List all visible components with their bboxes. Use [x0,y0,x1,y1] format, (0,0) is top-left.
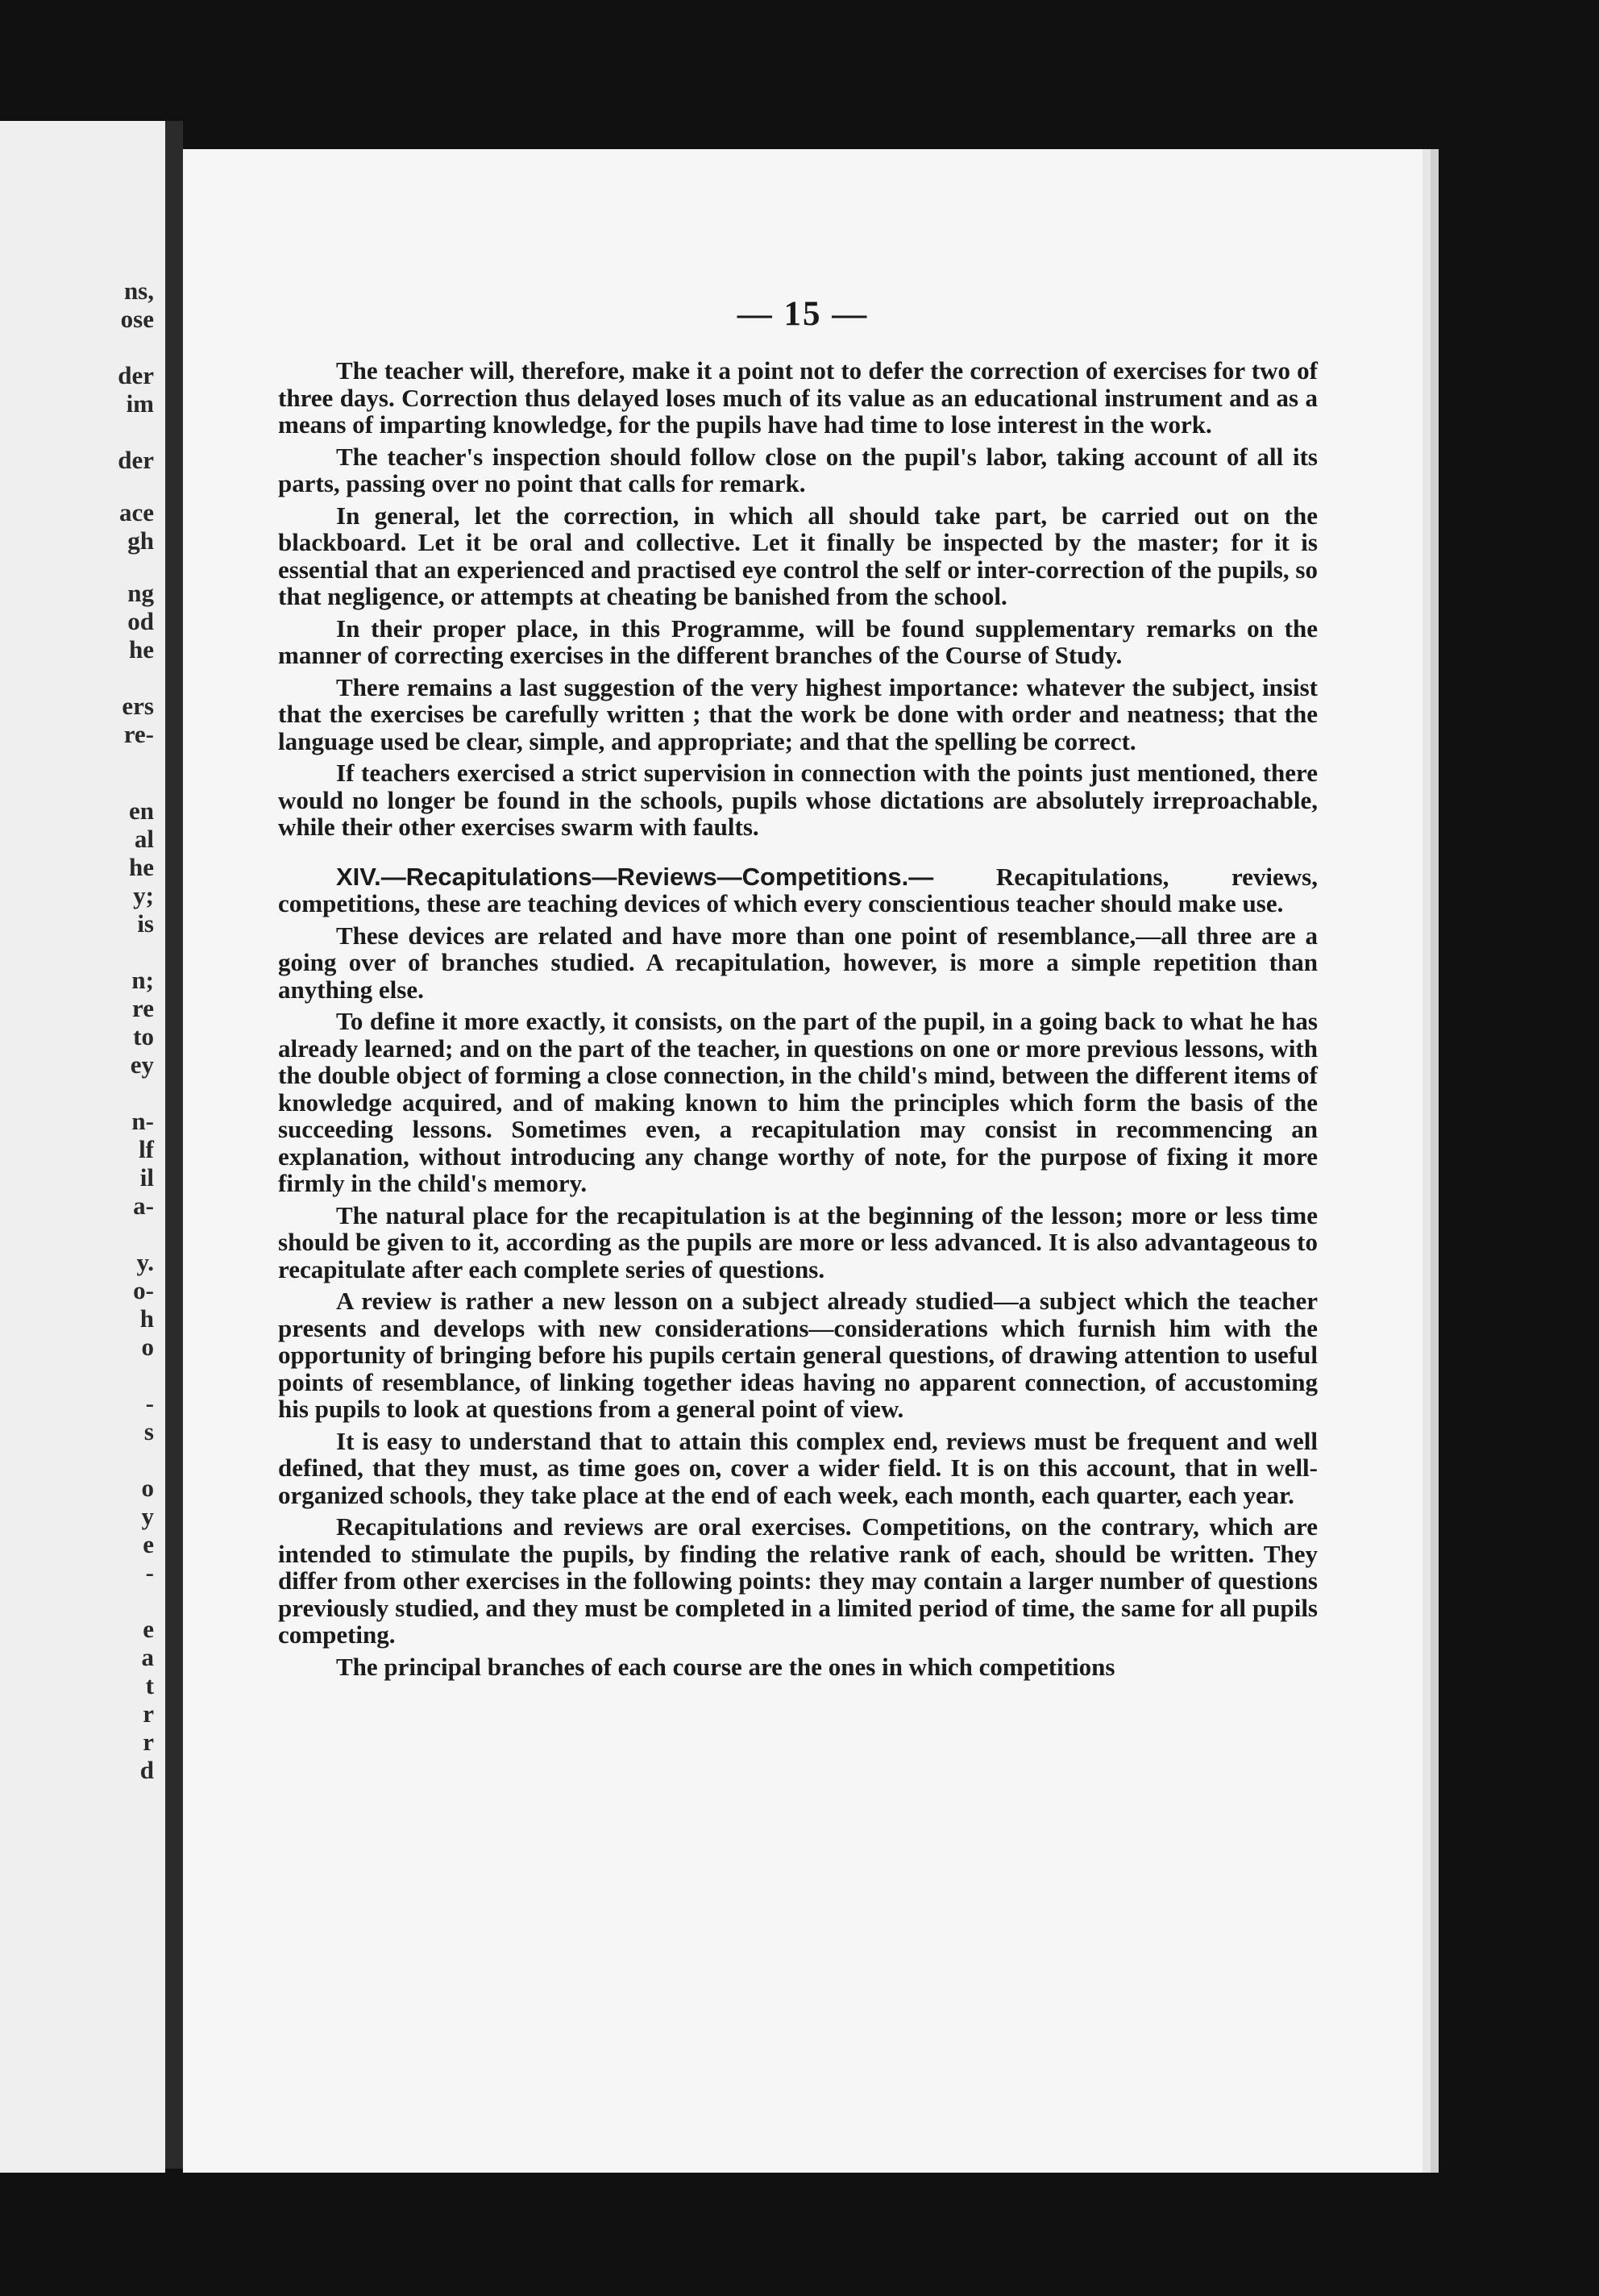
left-page-fragment: ey [130,1050,154,1079]
left-page-fragment: n- [131,1107,154,1135]
left-page-fragment: - [145,1558,154,1587]
left-page-fragment: s [143,1417,154,1445]
page-body [278,357,1318,1685]
left-page-fragment: lf [139,1135,154,1163]
left-page-fragment: al [134,825,154,853]
left-page-fragment: ers [122,692,154,720]
left-page-fragment: he [129,853,154,881]
paragraph: It is easy to understand that to attain this complex end, reviews must be frequent and well defined, that they must, as time goes on, cover a wider field. It is on this account, that in well-organized schools, they take place at the end of each week, each month, each quarter, each year. [278,1426,1318,1509]
left-page-fragment: re [132,994,154,1022]
left-page-fragment: y; [133,881,154,909]
paragraph: There remains a last suggestion of the very highest importance: whatever the subject, insist that the exercises be carefully written ; that the work be done with order and neatness; that the language used be clear, simple, and appropriate; and that the spelling be correct. [278,672,1318,755]
document-page [183,149,1422,2173]
left-page-fragment: he [129,635,154,663]
paragraph: The natural place for the recapitulation is at the beginning of the lesson; more or less time should be given to it, according as the pupils are more or less advanced. It is also advantageous to recapitulate after each complete series of questions. [278,1200,1318,1283]
left-page-fragment: r [143,1699,154,1728]
paragraph: If teachers exercised a strict supervision in connection with the points just mentioned, there would no longer be found in the schools, pupils whose dictations are absolutely irreproachable, while their other exercises swarm with faults. [278,759,1318,841]
left-page-fragment: ns, [123,277,154,305]
section-heading: XIV.—Recapitulations—Reviews—Competitions.— [336,862,934,891]
paragraph: The teacher will, therefore, make it a point not to defer the correction of exercises for two of three days. Correction thus delayed loses much of its value as an educational instrument and as a means of imparting knowledge, for the pupils have had time to lose interest in the work. [278,356,1318,439]
page-number: — 15 — [737,295,869,333]
paragraph: The principal branches of each course are the ones in which competitions [336,1652,1115,1681]
left-page-fragment: - [145,1389,154,1417]
previous-page [0,121,165,2173]
left-page-fragment: t [145,1671,154,1699]
paragraph: In their proper place, in this Programme, will be found supplementary remarks on the manner of correcting exercises in the different branches of the Course of Study. [278,614,1318,669]
left-page-fragment: re- [123,720,154,748]
left-page-fragment: e [143,1530,154,1558]
left-page-fragment: ng [127,579,154,607]
paragraph: Recapitulations and reviews are oral exercises. Competitions, on the contrary, which are intended to stimulate the pupils, by finding the relative rank of each, should be written. They differ from other exercises in the following points: they may contain a larger number of questions previously studied, and they must be completed in a limited period of time, the same for all pupils competing. [278,1512,1318,1649]
left-page-fragment: a- [133,1192,154,1220]
left-page-fragment: im [126,389,154,418]
left-page-fragment: od [127,607,154,635]
book-gutter [165,121,183,2169]
paragraph: A review is rather a new lesson on a subject already studied—a subject which the teacher presents and develops with new considerations—considerations which furnish him with the opportunity of bringing before his pupils certain general questions, of drawing attention to useful points of resemblance, of linking together ideas having no apparent connection, of accustoming his pupils to look at questions from a general point of view. [278,1287,1318,1423]
left-page-fragment: o- [133,1276,154,1304]
left-page-fragment: der [118,361,154,389]
left-page-fragment: a [141,1643,154,1671]
left-page-fragment: en [129,797,154,825]
paragraph: The teacher's inspection should follow close on the pupil's labor, taking account of all its parts, passing over no point that calls for remark. [278,442,1318,497]
left-page-fragment: to [133,1022,154,1050]
left-page-fragment: y. [136,1248,154,1276]
left-page-fragment: gh [127,526,154,555]
previous-page-text-fragments [0,121,165,2173]
paragraph: To define it more exactly, it consists, on the part of the pupil, in a going back to what he has already learned; and on the part of the teacher, in questions on one or more previous lessons, with the double object of forming a close connection, in the child's mind, between the different items of knowledge acquired, and of making known to him the principles which form the basis of the succeeding lessons. Sometimes even, a recapitulation may consist in recommencing an explanation, without introducing any change worthy of note, for the purpose of fixing it more firmly in the child's memory. [278,1007,1318,1197]
section-paragraph [278,863,1318,917]
left-page-fragment: n; [131,966,154,994]
paragraph: These devices are related and have more than one point of resemblance,—all three are a going over of branches studied. A recapitulation, however, is more a simple repetition than anything else. [278,921,1318,1004]
left-page-fragment: il [139,1163,154,1192]
left-page-fragment: e [143,1615,154,1643]
section-intro: Recapitulations, reviews, competitions, these are teaching devices of which every conscientious teacher should make use. [278,862,1318,917]
left-page-fragment: ose [120,305,154,333]
left-page-fragment: o [141,1474,154,1502]
left-page-fragment: h [139,1304,154,1333]
left-page-fragment: o [141,1333,154,1361]
paragraph: In general, let the correction, in which all should take part, be carried out on the blackboard. Let it be oral and collective. Let it finally be inspected by the master; for it is essential that an experienced and practised eye control the self or inter-correction of the pupils, so that negligence, or attempts at cheating be banished from the school. [278,501,1318,610]
left-page-fragment: y [141,1502,154,1530]
left-page-fragment: ace [118,498,154,526]
left-page-fragment: d [139,1756,154,1784]
left-page-fragment: r [143,1728,154,1756]
left-page-fragment: der [118,446,154,474]
left-page-fragment: is [137,909,154,938]
